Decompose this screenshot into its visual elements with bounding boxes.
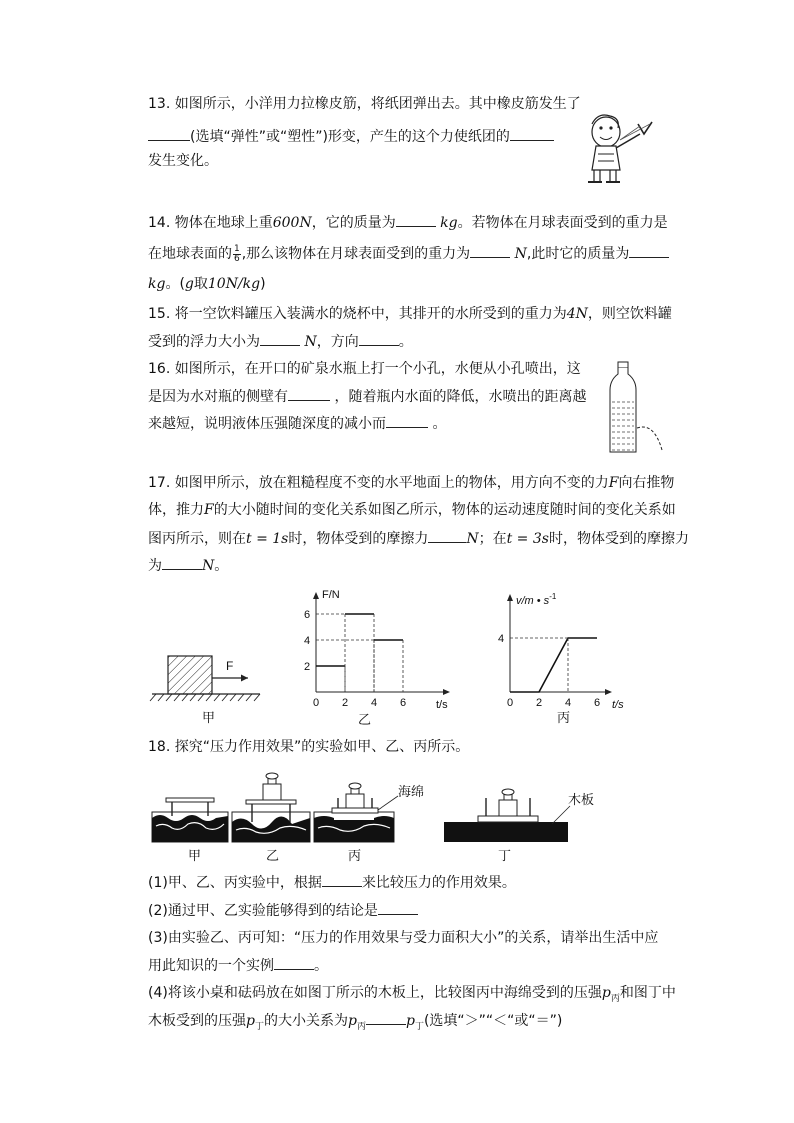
fig-label-jia: 甲 [188, 848, 202, 863]
board-ding [444, 789, 570, 842]
answer-blank[interactable] [260, 331, 300, 346]
velocity-line [510, 638, 597, 692]
y-tick-label: 2 [304, 661, 311, 673]
fraction-one-sixth: $\frac{1}{6}$ [234, 243, 240, 264]
x-tick-label: 4 [371, 697, 378, 709]
y-tick-label: 4 [304, 635, 311, 647]
answer-blank[interactable] [428, 528, 466, 543]
q17-line4: 为 N。 [148, 555, 228, 576]
x-tick-label: 6 [594, 697, 601, 709]
answer-blank[interactable] [162, 555, 202, 570]
x-tick-label: 0 [313, 697, 320, 709]
answer-blank[interactable] [378, 900, 418, 915]
q17-line2: 体，推力F的大小随时间的变化关系如图乙所示，物体的运动速度随时间的变化关系如 [148, 502, 676, 518]
q18-part4-line2: 木板受到的压强$p_丁$的大小关系为$p_丙$ $p_丁$(选填“＞”“＜“或“＝”) [148, 1010, 562, 1037]
answer-blank[interactable] [629, 243, 669, 258]
sponge-yi [232, 773, 310, 842]
answer-blank[interactable] [148, 126, 190, 141]
x-tick-label: 6 [400, 697, 407, 709]
y-tick-label: 6 [304, 609, 311, 621]
fig-jia-block-diagram [150, 650, 265, 728]
fig-bing-velocity-time-chart [490, 590, 640, 730]
q18-intro: 18. 探究“压力作用效果”的实验如甲、乙、丙所示。 [148, 739, 470, 755]
y-axis-label: F/N [322, 589, 340, 601]
q16-line1: 16. 如图所示，在开口的矿泉水瓶上打一个小孔，水便从小孔喷出，这 [148, 361, 581, 377]
fig-label-bing: 丙 [348, 848, 362, 863]
answer-blank[interactable] [386, 413, 428, 428]
answer-blank[interactable] [510, 126, 554, 141]
x-tick-label: 0 [507, 697, 514, 709]
answer-blank[interactable] [288, 386, 330, 401]
x-tick-label: 4 [565, 697, 572, 709]
q18-part3-line2: 用此知识的一个实例 。 [148, 955, 328, 976]
sponge-label: 海绵 [398, 784, 425, 799]
q14-line2: 在地球表面的 $\frac{1}{6}$ ,那么该物体在月球表面受到的重力为 N,此时它的质量为 [148, 243, 669, 264]
q15-line2: 受到的浮力大小为 N，方向 。 [148, 331, 413, 352]
q16-line3: 来越短，说明液体压强随深度的减小而 。 [148, 413, 446, 434]
q14-line3: kg。(g取10N/kg) [148, 276, 266, 292]
q13-line2: (选填“弹性”或“塑性”)形变，产生的这个力使纸团的 [148, 126, 554, 147]
q18-pressure-experiment-figures [148, 766, 595, 866]
fig-label-bing: 丙 [557, 710, 571, 725]
answer-blank[interactable] [366, 1010, 406, 1025]
fig-label-jia: 甲 [202, 710, 216, 725]
q13-line3: 发生变化。 [148, 153, 218, 169]
x-axis-label: t/s [612, 699, 624, 711]
q18-part1: (1)甲、乙、丙实验中，根据 来比较压力的作用效果。 [148, 872, 516, 893]
q18-part2: (2)通过甲、乙实验能够得到的结论是 [148, 900, 418, 921]
q14-line1: 14. 物体在地球上重600N，它的质量为 kg。若物体在月球表面受到的重力是 [148, 212, 668, 233]
y-axis-label: v/m • $s^{-1}$ [516, 592, 557, 607]
force-label: F [226, 659, 234, 673]
fig-label-yi: 乙 [358, 712, 372, 727]
block [168, 656, 212, 694]
q17-line3: 图丙所示，则在t = 1s时，物体受到的摩擦力 N；在t = 3s时，物体受到的摩擦力 [148, 528, 689, 549]
q15-line1: 15. 将一空饮料罐压入装满水的烧杯中，其排开的水所受到的重力为4N，则空饮料罐 [148, 306, 672, 322]
boy-slingshot-illustration [580, 104, 660, 186]
sponge-bing [314, 783, 398, 842]
answer-blank[interactable] [274, 955, 314, 970]
answer-blank[interactable] [359, 331, 399, 346]
x-axis-label: t/s [436, 699, 448, 711]
q18-part4-line1: (4)将该小桌和砝码放在如图丁所示的木板上，比较图丙中海绵受到的压强$p_丙$和图丁中 [148, 985, 676, 1004]
fig-label-yi: 乙 [266, 848, 280, 863]
y-tick-label: 4 [498, 633, 505, 645]
q16-line2: 是因为水对瓶的侧壁有 ，随着瓶内水面的降低，水喷出的距离越 [148, 386, 586, 407]
answer-blank[interactable] [322, 872, 362, 887]
q13-line1: 13. 如图所示，小洋用力拉橡皮筋，将纸团弹出去。其中橡皮筋发生了 [148, 96, 581, 112]
fig-label-ding: 丁 [498, 848, 512, 863]
x-tick-label: 2 [536, 697, 543, 709]
sponge-jia [152, 798, 228, 842]
q18-part3-line1: (3)由实验乙、丙可知：“压力的作用效果与受力面积大小”的关系，请举出生活中应 [148, 930, 659, 946]
answer-blank[interactable] [470, 243, 510, 258]
water-bottle-illustration [606, 362, 686, 454]
board-label: 木板 [568, 792, 595, 807]
answer-blank[interactable] [396, 212, 436, 227]
fig-yi-force-time-chart [296, 588, 466, 730]
q17-line1: 17. 如图甲所示，放在粗糙程度不变的水平地面上的物体，用方向不变的力F向右推物 [148, 475, 675, 491]
x-tick-label: 2 [342, 697, 349, 709]
